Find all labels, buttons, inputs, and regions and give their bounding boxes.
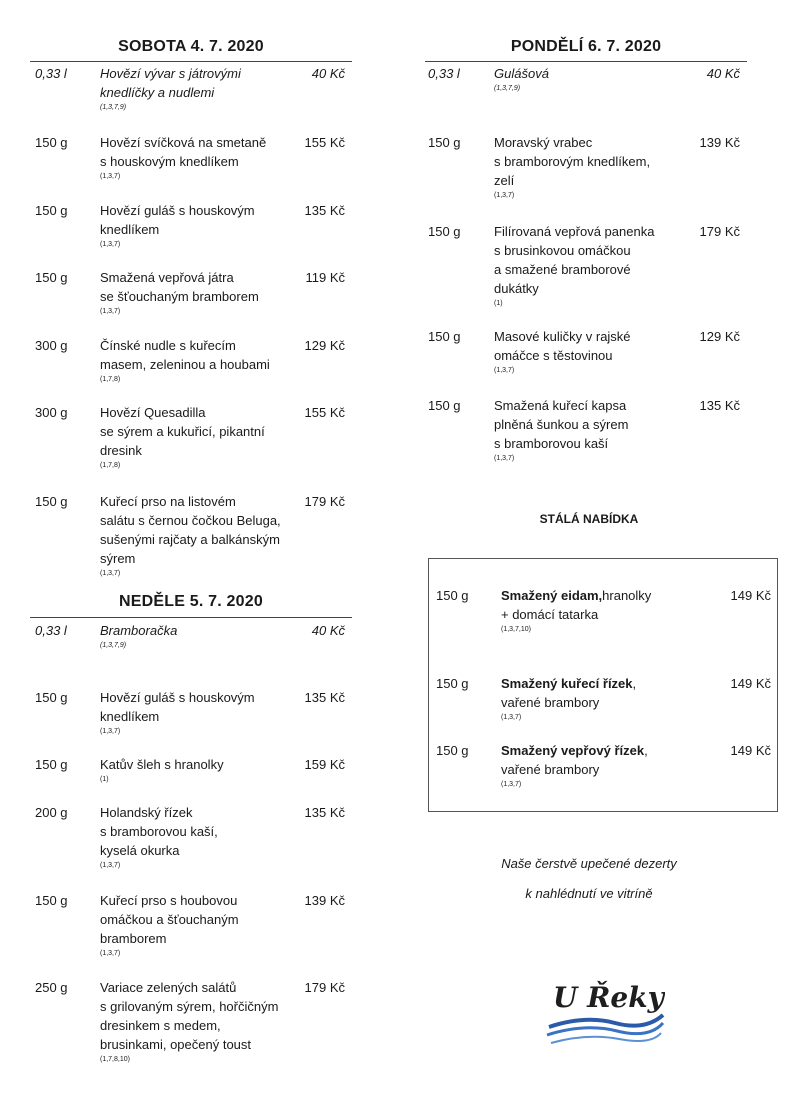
item-quantity: 150 g	[428, 224, 461, 239]
item-name	[100, 133, 300, 182]
item-name	[494, 396, 694, 464]
item-allergens: (1,3,7,10)	[501, 626, 531, 633]
item-allergens: (1,3,7)	[100, 728, 121, 735]
item-price: 179 Kč	[699, 224, 740, 239]
item-allergens: (1,3,7,9)	[494, 85, 521, 92]
logo-wave-1	[549, 1015, 663, 1027]
item-quantity: 150 g	[436, 676, 469, 691]
item-name-bold: Smažený eidam,	[501, 588, 603, 603]
item-name-rest: hranolky + domácí tatarka	[501, 588, 652, 622]
item-name-text: Hovězí guláš s houskovým knedlíkem	[100, 203, 255, 237]
item-name-rest: , vařené brambory	[501, 676, 637, 710]
item-allergens: (1,3,7)	[100, 241, 121, 248]
item-name	[501, 741, 701, 790]
item-quantity: 150 g	[428, 398, 461, 413]
item-name	[501, 674, 701, 723]
item-name	[494, 64, 694, 94]
item-price: 135 Kč	[699, 398, 740, 413]
item-price: 40 Kč	[311, 623, 345, 638]
item-name-bold: Smažený kuřecí řízek	[501, 676, 633, 691]
item-name	[100, 492, 300, 579]
item-name	[100, 201, 300, 250]
item-quantity: 150 g	[35, 893, 68, 908]
item-price: 159 Kč	[304, 757, 345, 772]
saturday-title: SOBOTA 4. 7. 2020	[118, 38, 264, 55]
saturday-divider	[30, 61, 352, 62]
item-price: 149 Kč	[730, 676, 771, 691]
item-name-text: Moravský vrabec s bramborovým knedlíkem, zelí	[494, 135, 651, 188]
item-quantity: 150 g	[35, 270, 68, 285]
item-quantity: 150 g	[35, 494, 68, 509]
item-price: 135 Kč	[304, 690, 345, 705]
item-allergens: (1,3,7)	[100, 862, 121, 869]
item-name-text: Kuřecí prso s houbovou omáčkou a šťouchaným bramborem	[100, 893, 239, 946]
item-name	[494, 327, 694, 376]
item-price: 155 Kč	[304, 135, 345, 150]
item-price: 40 Kč	[311, 66, 345, 81]
item-quantity: 150 g	[436, 743, 469, 758]
item-price: 149 Kč	[730, 743, 771, 758]
monday-divider	[425, 61, 747, 62]
item-name-text: Hovězí Quesadilla se sýrem a kukuřicí, pikantní dresink	[100, 405, 265, 458]
item-name-text: Holandský řízek s bramborovou kaší, kyselá okurka	[100, 805, 218, 858]
item-name-text: Bramboračka	[100, 623, 178, 638]
item-price: 139 Kč	[304, 893, 345, 908]
item-name-text: Smažená kuřecí kapsa plněná šunkou a sýrem s bramborovou kaší	[494, 398, 629, 451]
item-allergens: (1,3,7)	[501, 714, 522, 721]
item-price: 119 Kč	[305, 270, 345, 285]
item-quantity: 300 g	[35, 338, 68, 353]
item-name-text: Gulášová	[494, 66, 549, 81]
item-quantity: 0,33 l	[428, 66, 460, 81]
item-name	[100, 891, 300, 959]
u-reky-logo	[545, 975, 665, 1060]
item-quantity: 300 g	[35, 405, 68, 420]
item-allergens: (1,7,8,10)	[100, 1056, 130, 1063]
item-price: 135 Kč	[304, 203, 345, 218]
item-name-text: Hovězí vývar s játrovými knedlíčky a nudlemi	[100, 66, 241, 100]
item-allergens: (1,3,7)	[501, 781, 522, 788]
item-price: 179 Kč	[304, 494, 345, 509]
item-allergens: (1,3,7)	[494, 367, 515, 374]
u-reky-logo-graphic	[545, 975, 665, 1055]
item-price: 40 Kč	[706, 66, 740, 81]
item-name	[100, 688, 300, 737]
item-quantity: 0,33 l	[35, 66, 67, 81]
item-price: 179 Kč	[304, 980, 345, 995]
item-allergens: (1,3,7,9)	[100, 104, 127, 111]
item-name	[501, 586, 701, 635]
item-name-text: Hovězí guláš s houskovým knedlíkem	[100, 690, 255, 724]
item-quantity: 150 g	[35, 135, 68, 150]
item-allergens: (1,7,8)	[100, 376, 121, 383]
permanent-offer-title: STÁLÁ NABÍDKA	[539, 512, 639, 526]
item-name	[494, 222, 694, 309]
item-quantity: 250 g	[35, 980, 68, 995]
item-name	[100, 403, 300, 471]
item-quantity: 150 g	[428, 329, 461, 344]
logo-lettering: U Řeky	[553, 981, 664, 1014]
item-name	[100, 621, 300, 651]
item-allergens: (1,3,7)	[100, 950, 121, 957]
item-name-text: Filírovaná vepřová panenka s brusinkovou omáčkou a smažené bramborové dukátky	[494, 224, 655, 296]
item-allergens: (1)	[100, 776, 109, 783]
item-quantity: 150 g	[35, 690, 68, 705]
item-allergens: (1,3,7)	[494, 455, 515, 462]
item-name-bold: Smažený vepřový řízek	[501, 743, 645, 758]
item-allergens: (1,7,8)	[100, 462, 121, 469]
item-quantity: 150 g	[35, 203, 68, 218]
item-price: 135 Kč	[304, 805, 345, 820]
item-name-text: Čínské nudle s kuřecím masem, zeleninou a houbami	[100, 338, 270, 372]
item-name-text: Smažená vepřová játra se šťouchaným bramborem	[100, 270, 259, 304]
dessert-note-line2: k nahlédnutí ve vitríně	[525, 886, 653, 901]
item-name-text: Kuřecí prso na listovém salátu s černou čočkou Beluga, sušenými rajčaty a balkánským sýrem	[100, 494, 281, 566]
item-allergens: (1,3,7,9)	[100, 642, 127, 649]
item-price: 129 Kč	[304, 338, 345, 353]
item-quantity: 150 g	[436, 588, 469, 603]
item-name-text: Katův šleh s hranolky	[100, 757, 224, 772]
item-allergens: (1,3,7)	[100, 570, 121, 577]
item-price: 139 Kč	[699, 135, 740, 150]
item-name	[100, 64, 300, 113]
item-allergens: (1,3,7)	[494, 192, 515, 199]
item-allergens: (1,3,7)	[100, 308, 121, 315]
sunday-title: NEDĚLE 5. 7. 2020	[119, 593, 263, 610]
item-name	[100, 336, 300, 385]
item-name-rest: , vařené brambory	[501, 743, 648, 777]
item-name-text: Hovězí svíčková na smetaně s houskovým knedlíkem	[100, 135, 267, 169]
item-quantity: 150 g	[35, 757, 68, 772]
sunday-divider	[30, 617, 352, 618]
monday-title: PONDĚLÍ 6. 7. 2020	[510, 38, 662, 55]
item-name	[494, 133, 694, 201]
item-name	[100, 755, 300, 785]
item-quantity: 200 g	[35, 805, 68, 820]
item-price: 149 Kč	[730, 588, 771, 603]
item-allergens: (1,3,7)	[100, 173, 121, 180]
item-name	[100, 268, 300, 317]
item-quantity: 0,33 l	[35, 623, 67, 638]
item-quantity: 150 g	[428, 135, 461, 150]
item-price: 155 Kč	[304, 405, 345, 420]
item-allergens: (1)	[494, 300, 503, 307]
dessert-note-line1: Naše čerstvě upečené dezerty	[501, 856, 677, 871]
item-name-text: Variace zelených salátů s grilovaným sýrem, hořčičným dresinkem s medem, brusinkami, opečený toust	[100, 980, 279, 1052]
item-name	[100, 803, 300, 871]
item-price: 129 Kč	[699, 329, 740, 344]
item-name	[100, 978, 300, 1065]
item-name-text: Masové kuličky v rajské omáčce s těstovinou	[494, 329, 631, 363]
